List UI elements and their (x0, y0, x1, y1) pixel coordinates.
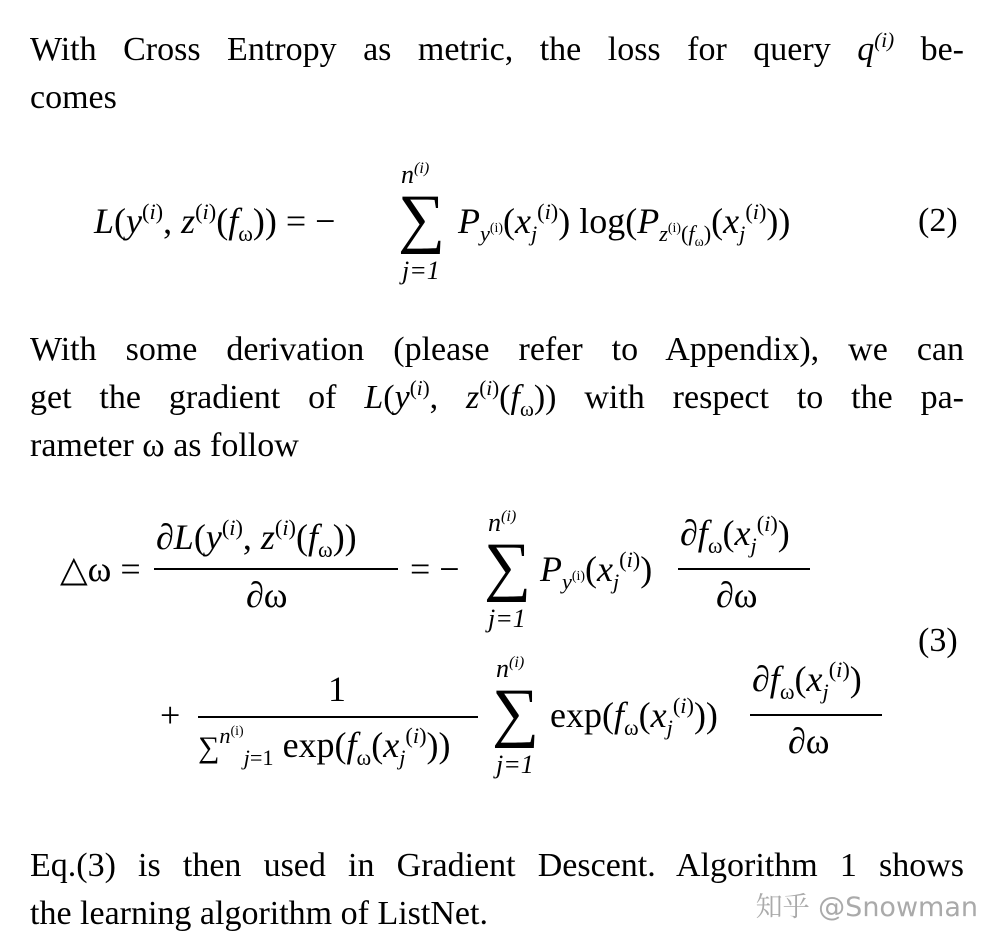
paragraph-gd-line-1: Eq.(3) is then used in Gradient Descent. Algorithm 1 shows (30, 847, 964, 884)
eq3-sum2-lower: j=1 (496, 750, 534, 779)
paragraph-derivation (30, 326, 964, 422)
eq3-minus: = − (410, 549, 460, 589)
eq3-exp-term: $\exp(f_\omega(x_j^{(i)}))$ (550, 693, 718, 741)
eq3-frac3-bar (198, 716, 478, 718)
eq3-frac4-den: ∂ω (788, 721, 830, 761)
paragraph-derivation-line-3: rameter ω as follow (30, 427, 299, 464)
eq3-frac2-num: $\partial f_\omega(x_j^{(i)})$ (680, 511, 790, 559)
eq3-frac4-bar (750, 714, 882, 716)
eq3-p-term: $P_{y^{(i)}}(x_j^{(i)})$ (540, 547, 653, 595)
eq2-number: (2) (918, 202, 958, 239)
paragraph-gradient-descent (30, 842, 964, 890)
eq3-frac2-den: ∂ω (716, 575, 758, 615)
eq3-frac1-num: $\partial L(y^{(i)}$, $z^{(i)}(f_\omega)$) (156, 515, 357, 563)
paragraph-derivation-line-1: With some derivation (please refer to Appendix), we can (30, 331, 964, 368)
paragraph-derivation-line-2: get the gradient of $L(y^{(i)}$, $z^{(i)}(f_\omega)$) with respect to the pa- (30, 375, 965, 421)
paragraph-gd-line-2: the learning algorithm of ListNet. (30, 895, 488, 932)
eq3-sum1-symbol: ∑ (484, 530, 532, 603)
paragraph-intro (30, 26, 964, 74)
paragraph-derivation-cont (30, 422, 964, 470)
eq3-number: (3) (918, 622, 958, 659)
paragraph-intro-line-2: comes (30, 79, 117, 116)
eq3-delta-omega: △ω = (60, 549, 141, 589)
eq2-rhs: $P_{y^{(i)}}(x_j^{(i)})$ $\log(P_{z^{(i)}(f_\omega)}(x_j^{(i)}))$ (458, 199, 791, 249)
eq3-sum1-upper: $n^{(i)}$ (488, 508, 517, 537)
eq3-frac1-den: ∂ω (246, 575, 288, 615)
eq3-frac3-num: 1 (328, 669, 346, 709)
eq3-plus: + (160, 695, 181, 735)
eq3-frac2-bar (678, 568, 810, 570)
eq2-sum-upper: $n^{(i)}$ (401, 160, 430, 189)
eq3-frac4-num: $\partial f_\omega(x_j^{(i)})$ (752, 657, 862, 705)
eq3-frac1-bar (154, 568, 398, 570)
paragraph-intro-cont (30, 74, 964, 122)
eq2-sum-symbol: ∑ (398, 182, 446, 255)
eq3-sum2-symbol: ∑ (492, 676, 540, 749)
eq3-sum1-lower: j=1 (488, 604, 526, 633)
eq2-lhs: $L(y^{(i)}$, $z^{(i)}(f_\omega)$) = − (94, 199, 336, 247)
paragraph-intro-line-1: With Cross Entropy as metric, the loss for query $q^{(i)}$ be- (30, 27, 964, 68)
eq3-sum2-upper: $n^{(i)}$ (496, 654, 525, 683)
eq2-sum-lower: j=1 (402, 256, 440, 285)
watermark: 知乎 @Snowman (755, 892, 978, 923)
eq3-frac3-den: ∑$^{n^{(i)}}_{j=1}$ $\exp(f_\omega(x_j^{(i)}))$ (198, 722, 451, 771)
